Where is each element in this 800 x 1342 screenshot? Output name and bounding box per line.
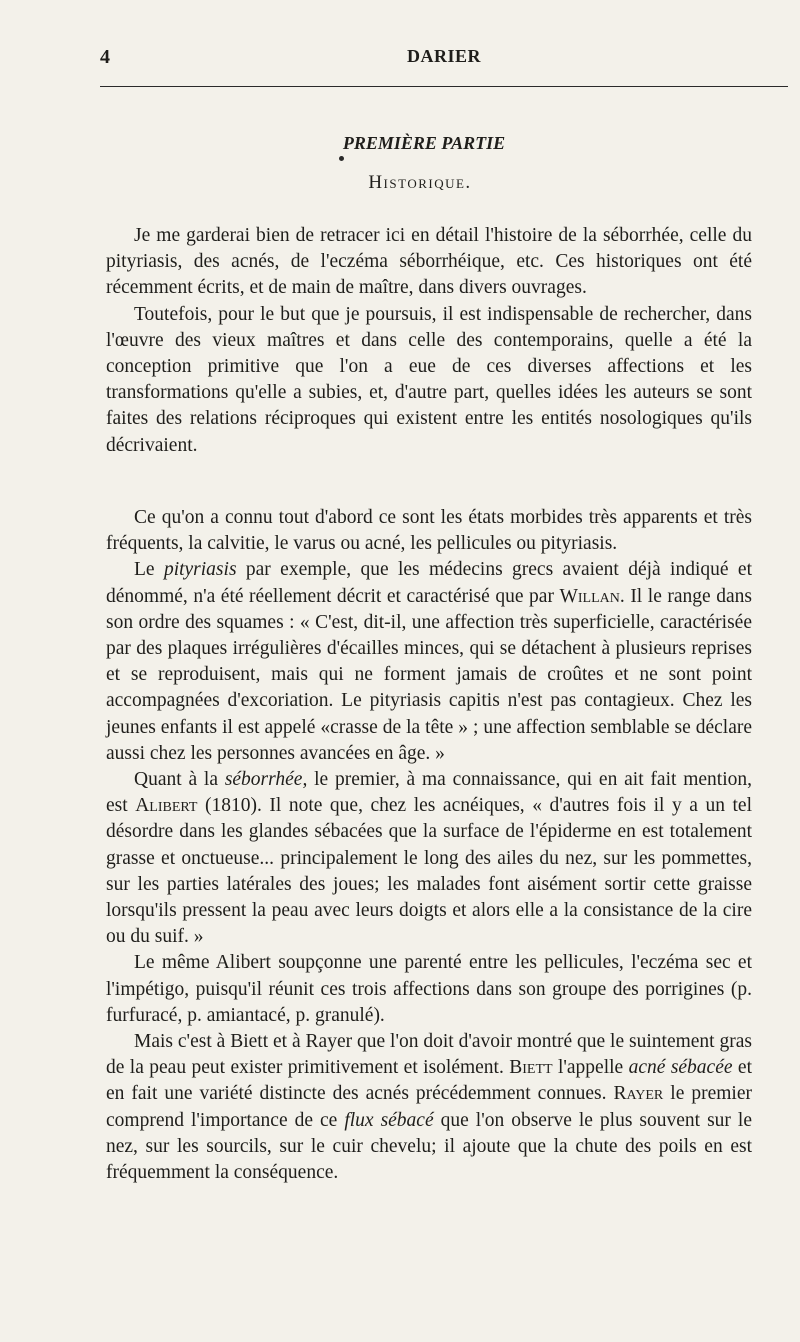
p7-text-2: l'appelle [552,1057,629,1079]
text-block-main [106,505,752,1186]
p4-text-3: . Il le range dans son ordre des squames : « C'est, dit-il, une affection très superficielle, caractérisée par des plaques irrégulières d'écailles minces, qui se détachent à plusieurs reprises et se reproduisent, mais qui ne forment jamais de croûtes et ne sont point accompagnées d'excoriation. Le pityriasis capitis n'est pas contagieux. Chez les jeunes enfants il est appelé «crasse de la tête » ; une affection semblable se déclare aussi chez les personnes avancées en âge. » [106,585,752,764]
p5-text-2: le premier, à ma connaissance, qui en ait fait mention, est [106,769,752,817]
paragraph-3: Ce qu'on a connu tout d'abord ce sont les états morbides très apparents et très fréquents, la calvitie, le varus ou acné, les pellicules ou pityriasis. [106,507,752,555]
paragraph-5 [106,767,752,950]
paragraph-7 [106,1029,752,1186]
p5-text-3: (1810). Il note que, chez les acnéiques, « d'autres fois il y a un tel désordre dans les glandes sébacées que la surface de l'épiderme en est totalement grasse et onctueuse... principalement le long des ailes du nez, sur les pommettes, sur les parties latérales des joues; les malades font aisément sortir cette graisse lorsqu'ils pressent la peau avec leurs doigts et alors elle a la consistance de la cire ou du suif. » [106,795,752,948]
paragraph-4 [106,557,752,767]
paragraph-2: Toutefois, pour le but que je poursuis, il est indispensable de rechercher, dans l'œuvre des vieux maîtres et dans celle des contemporains, quelle a été la conception primitive que l'on a eue de ces diverses affections et les transformations qu'elle a subies, et, d'autre part, quelles idées les auteurs se sont faites des relations réciproques qui existent entre les entités nosologiques qu'ils décrivaient. [106,303,752,456]
p7-text-5: que l'on observe le plus souvent sur le nez, sur les sourcils, sur le cuir chevelu; il ajoute que la chute des poils en est fréquemment la conséquence. [106,1109,752,1184]
author-alibert: Alibert [135,795,198,817]
p5-text-1: Quant à la [134,769,225,791]
p7-text-1: Mais c'est à Biett et à Rayer que l'on doit d'avoir montré que le suintement gras de la peau peut exister primitivement et isolément. [106,1031,752,1079]
part-title: PREMIÈRE PARTIE [342,133,506,153]
paragraph-1: Je me garderai bien de retracer ici en détail l'histoire de la séborrhée, celle du pityriasis, des acnés, de l'eczéma séborrhéique, etc. Ces historiques ont été récemment écrits, et de main de maître, dans divers ouvrages. [106,225,752,299]
p7-text-3: et en fait une variété distincte des acnés précédemment connues. [106,1057,752,1105]
term-flux-sebace: flux sébacé [344,1109,434,1131]
author-biett: Biett [509,1057,553,1079]
p7-text-4: le premier comprend l'importance de ce [106,1083,752,1131]
ornament-dot [339,156,344,161]
p4-text-2: par exemple, que les médecins grecs avaient déjà indiqué et dénommé, n'a été réellement décrit et caractérisé que par [106,559,752,607]
text-block-intro [106,223,752,459]
p4-text-1: Le [134,559,164,581]
author-rayer: Rayer [613,1083,664,1105]
term-pityriasis: pityriasis [163,559,237,581]
section-title: Historique. [368,172,472,193]
running-head: DARIER [406,46,481,66]
term-acne-sebacee: acné sébacée [628,1057,733,1079]
header-rule [100,86,788,87]
page-number: 4 [100,46,110,68]
paragraph-6: Le même Alibert soupçonne une parenté entre les pellicules, l'eczéma sec et l'impétigo, puisqu'il réunit ces trois affections dans son groupe des porrigines (p. furfuracé, p. amiantacé, p. granulé). [106,952,752,1026]
term-seborrhee: séborrhée, [224,769,308,791]
author-willan: Willan [559,585,620,607]
